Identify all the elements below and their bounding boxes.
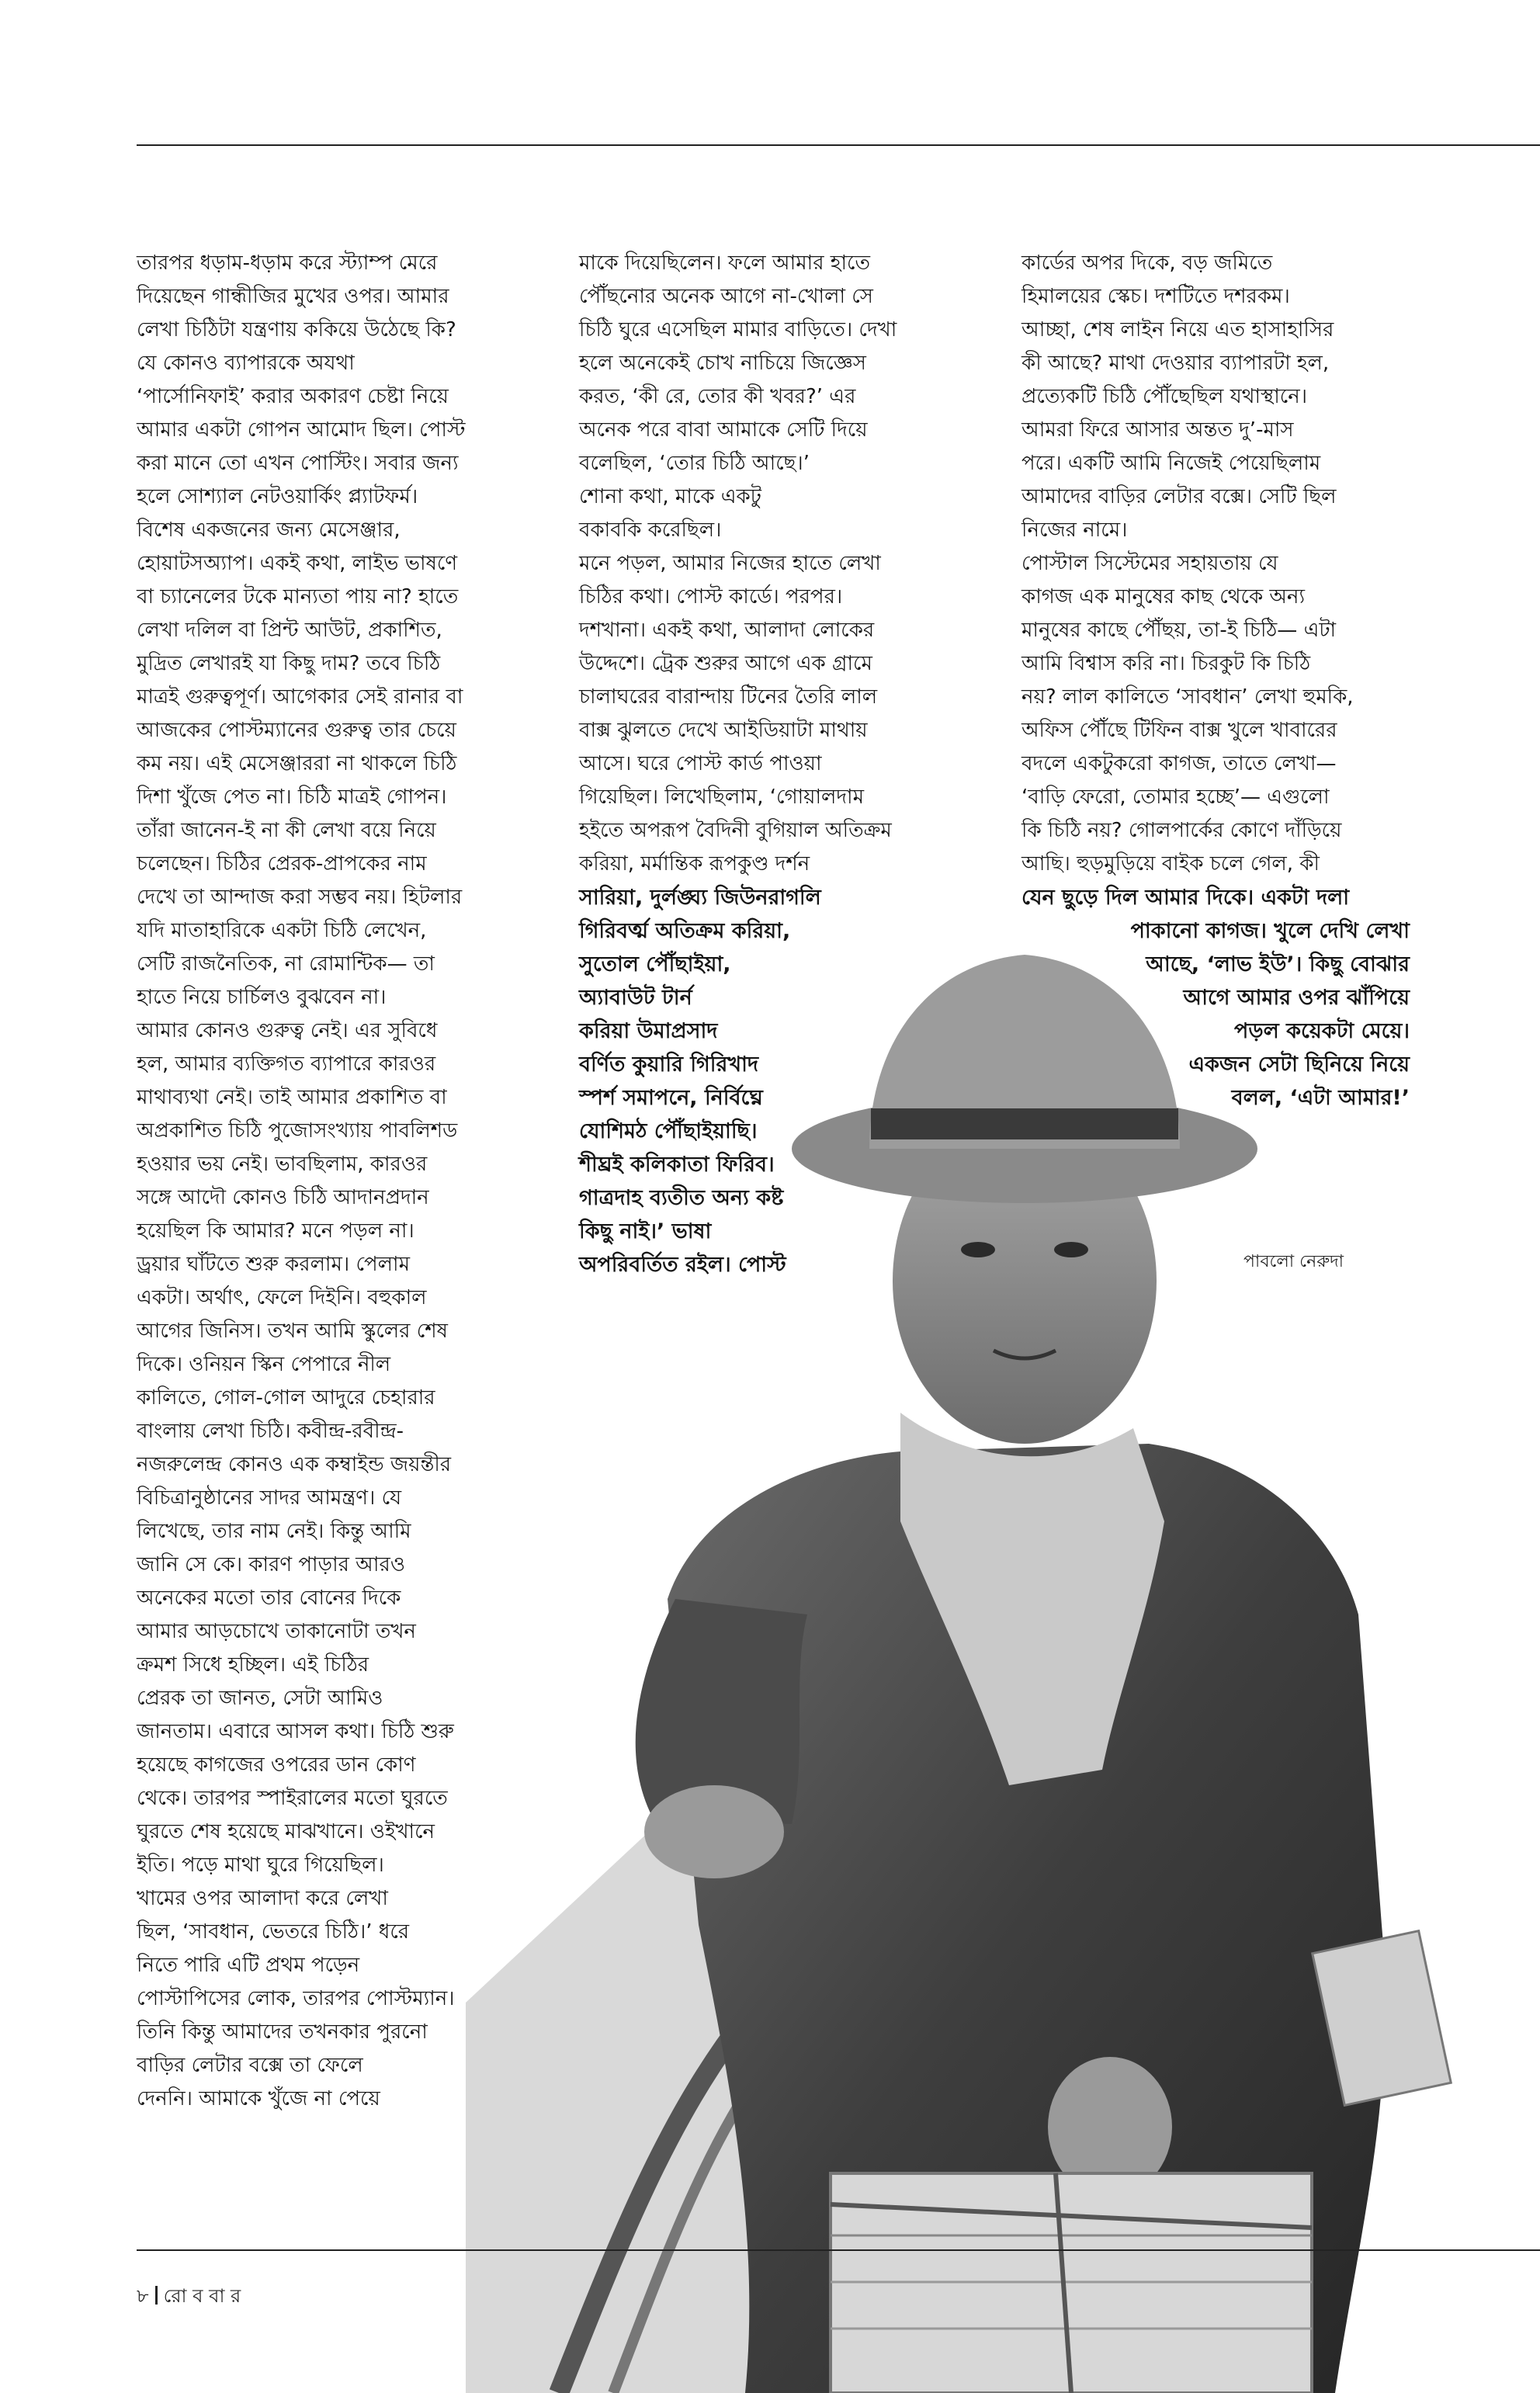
text-line: মাকে দিয়েছিলেন। ফলে আমার হাতে — [579, 251, 870, 275]
text-line: খামের ওপর আলাদা করে লেখা — [137, 1887, 388, 1910]
text-line: লেখা দলিল বা প্রিন্ট আউট, প্রকাশিত, — [137, 619, 442, 642]
text-line: একজন সেটা ছিনিয়ে নিয়ে — [1188, 1053, 1410, 1077]
text-line: মনে পড়ল, আমার নিজের হাতে লেখা — [579, 552, 881, 575]
text-line: চিঠির কথা। পোস্ট কার্ডে। পরপর। — [579, 585, 843, 609]
text-line: তিনি কিন্তু আমাদের তখনকার পুরনো — [137, 2020, 428, 2044]
text-line: হইতে অপরূপ বৈদিনী বুগিয়াল অতিক্রম — [579, 819, 892, 842]
text-line: হলে সোশ্যাল নেটওয়ার্কিং প্ল্যাটফর্ম। — [137, 485, 418, 508]
text-line: করত, ‘কী রে, তোর কী খবর?’ এর — [579, 385, 856, 408]
text-line: অ্যাবাউট টার্ন — [579, 986, 692, 1010]
folio — [137, 2282, 241, 2313]
text-line: হোয়াটসঅ্যাপ। একই কথা, লাইভ ভাষণে — [137, 552, 458, 575]
text-line: ‘পার্সোনিফাই’ করার অকারণ চেষ্টা নিয়ে — [137, 385, 449, 408]
text-line: চলেছেন। চিঠির প্রেরক-প্রাপকের নাম — [137, 852, 427, 876]
text-line: কাগজ এক মানুষের কাছ থেকে অন্য — [1021, 585, 1305, 609]
text-line: বিচিত্রানুষ্ঠানের সাদর আমন্ত্রণ। যে — [137, 1486, 402, 1510]
text-line: মুদ্রিত লেখারই যা কিছু দাম? তবে চিঠি — [137, 652, 441, 675]
text-line: বলল, ‘এটা আমার!’ — [1231, 1086, 1410, 1110]
text-line: আছি। হুড়মুড়িয়ে বাইক চলে গেল, কী — [1021, 852, 1320, 876]
text-line: নিজের নামে। — [1021, 518, 1128, 542]
text-line: আমার একটা গোপন আমোদ ছিল। পোস্ট — [137, 418, 466, 442]
text-line: আজকের পোস্টম্যানের গুরুত্ব তার চেয়ে — [137, 719, 456, 742]
text-line: বকাবকি করেছিল। — [579, 518, 722, 542]
page-number: ৮ — [137, 2285, 149, 2307]
text-line: ছিল, ‘সাবধান, ভেতরে চিঠি।’ ধরে — [137, 1920, 410, 1944]
text-line: পড়ল কয়েকটা মেয়ে। — [1234, 1019, 1410, 1043]
text-line: কার্ডের অপর দিকে, বড় জমিতে — [1021, 251, 1273, 275]
text-line: করিয়া, মর্মান্তিক রূপকুণ্ড দর্শন — [579, 852, 810, 876]
text-line: ইতি। পড়ে মাথা ঘুরে গিয়েছিল। — [137, 1854, 384, 1877]
text-line: নিতে পারি এটি প্রথম পড়েন — [137, 1954, 360, 1977]
text-line: তাঁরা জানেন-ই না কী লেখা বয়ে নিয়ে — [137, 819, 436, 842]
text-line: হিমালয়ের স্কেচ। দশটিতে দশরকম। — [1021, 285, 1290, 308]
text-line: দেখে তা আন্দাজ করা সম্ভব নয়। হিটলার — [137, 886, 463, 909]
portrait-photo — [466, 916, 1540, 2393]
text-line: আমাদের বাড়ির লেটার বক্সে। সেটি ছিল — [1021, 485, 1337, 508]
text-line: সঙ্গে আদৌ কোনও চিঠি আদানপ্রদান — [137, 1186, 429, 1209]
text-line: অনেক পরে বাবা আমাকে সেটি দিয়ে — [579, 418, 868, 442]
text-line: মানুষের কাছে পৌঁছয়, তা-ই চিঠি— এটা — [1021, 619, 1337, 642]
text-line: পরে। একটি আমি নিজেই পেয়েছিলাম — [1021, 452, 1321, 475]
text-line: মাত্রই গুরুত্বপূর্ণ। আগেকার সেই রানার বা — [137, 685, 463, 709]
text-line: পোস্টাল সিস্টেমের সহায়তায় যে — [1021, 552, 1278, 575]
text-line: অফিস পৌঁছে টিফিন বাক্স খুলে খাবারের — [1021, 719, 1337, 742]
text-line: ‘বাড়ি ফেরো, তোমার হচ্ছে’— এগুলো — [1021, 786, 1330, 809]
text-line: গিরিবর্ত্ম অতিক্রম করিয়া, — [579, 919, 791, 943]
text-line: প্রত্যেকটি চিঠি পৌঁছেছিল যথাস্থানে। — [1021, 385, 1308, 408]
text-line: লেখা চিঠিটা যন্ত্রণায় ককিয়ে উঠেছে কি? — [137, 318, 456, 342]
text-line: আমার আড়চোখে তাকানোটা তখন — [137, 1620, 416, 1643]
text-line: দিকে। ওনিয়ন স্কিন পেপারে নীল — [137, 1353, 391, 1376]
text-line: আগে আমার ওপর ঝাঁপিয়ে — [1183, 986, 1410, 1010]
text-line: হল, আমার ব্যক্তিগত ব্যাপারে কারওর — [137, 1053, 436, 1076]
hand-shape — [644, 1785, 784, 1878]
text-line: আছে, ‘লাভ ইউ’। কিছু বোঝার — [1146, 952, 1410, 976]
text-line: আমার কোনও গুরুত্ব নেই। এর সুবিধে — [137, 1019, 438, 1042]
text-line: যোশিমঠ পৌঁছাইয়াছি। — [579, 1119, 758, 1143]
text-line: জানি সে কে। কারণ পাড়ার আরও — [137, 1553, 405, 1576]
text-line: বাক্স ঝুলতে দেখে আইডিয়াটা মাথায় — [579, 719, 868, 742]
text-line: দেননি। আমাকে খুঁজে না পেয়ে — [137, 2087, 380, 2110]
text-line: দিয়েছেন গান্ধীজির মুখের ওপর। আমার — [137, 285, 449, 308]
text-line: পোস্টাপিসের লোক, তারপর পোস্টম্যান। — [137, 1987, 455, 2010]
folio-divider — [155, 2286, 158, 2305]
text-line: জানতাম। এবারে আসল কথা। চিঠি শুরু — [137, 1720, 454, 1743]
text-line: চালাঘরের বারান্দায় টিনের তৈরি লাল — [579, 685, 878, 709]
bottom-rule — [137, 2249, 1540, 2251]
text-line: শোনা কথা, মাকে একটু — [579, 485, 761, 508]
text-line: কী আছে? মাথা দেওয়ার ব্যাপারটা হল, — [1021, 352, 1330, 375]
text-line: গিয়েছিল। লিখেছিলাম, ‘গোয়ালদাম — [579, 786, 865, 809]
text-line: হওয়ার ভয় নেই। ভাবছিলাম, কারওর — [137, 1153, 428, 1176]
text-line: পাকানো কাগজ। খুলে দেখি লেখা — [1130, 919, 1410, 943]
newspaper-parcel — [831, 2173, 1312, 2393]
text-line: কি চিঠি নয়? গোলপার্কের কোণে দাঁড়িয়ে — [1021, 819, 1342, 842]
text-line: যে কোনও ব্যাপারকে অযথা — [137, 352, 355, 375]
text-line: একটা। অর্থাৎ, ফেলে দিইনি। বহুকাল — [137, 1286, 427, 1309]
text-line: যদি মাতাহারিকে একটা চিঠি লেখেন, — [137, 919, 427, 942]
text-line: মাথাব্যথা নেই। তাই আমার প্রকাশিত বা — [137, 1086, 447, 1109]
text-line: থেকে। তারপর স্পাইরালের মতো ঘুরতে — [137, 1787, 448, 1810]
text-line: আমি বিশ্বাস করি না। চিরকুট কি চিঠি — [1021, 652, 1311, 675]
text-line: পৌঁছনোর অনেক আগে না-খোলা সে — [579, 285, 873, 308]
text-line: বাংলায় লেখা চিঠি। কবীন্দ্র-রবীন্দ্র- — [137, 1420, 404, 1443]
text-line: হলে অনেকেই চোখ নাচিয়ে জিজ্ঞেস — [579, 352, 866, 375]
text-line: গাত্রদাহ ব্যতীত অন্য কষ্ট — [579, 1186, 784, 1210]
text-line: নজরুলেন্দ্র কোনও এক কম্বাইন্ড জয়ন্তীর — [137, 1453, 452, 1476]
text-line: অনেকের মতো তার বোনের দিকে — [137, 1587, 401, 1610]
text-line: আসে। ঘরে পোস্ট কার্ড পাওয়া — [579, 752, 822, 775]
text-line: আচ্ছা, শেষ লাইন নিয়ে এত হাসাহাসির — [1021, 318, 1334, 342]
top-rule — [137, 144, 1540, 146]
text-line: হয়েছে কাগজের ওপরের ডান কোণ — [137, 1753, 416, 1777]
text-line: অপ্রকাশিত চিঠি পুজোসংখ্যায় পাবলিশড — [137, 1119, 458, 1143]
magazine-name: রো ব বা র — [163, 2285, 241, 2307]
text-line: করা মানে তো এখন পোস্টিং। সবার জন্য — [137, 452, 459, 475]
hat-shape — [792, 955, 1257, 1203]
text-line: দিশা খুঁজে পেত না। চিঠি মাত্রই গোপন। — [137, 786, 447, 809]
text-line: বিশেষ একজনের জন্য মেসেঞ্জার, — [137, 518, 401, 542]
text-line: উদ্দেশে। ট্রেক শুরুর আগে এক গ্রামে — [579, 652, 872, 675]
text-line: হাতে নিয়ে চার্চিলও বুঝবেন না। — [137, 986, 387, 1009]
text-line: ক্রমশ সিধে হচ্ছিল। এই চিঠির — [137, 1653, 369, 1677]
text-line: দশখানা। একই কথা, আলাদা লোকের — [579, 619, 875, 642]
text-line: কম নয়। এই মেসেঞ্জাররা না থাকলে চিঠি — [137, 752, 457, 775]
text-line: সেটি রাজনৈতিক, না রোমান্টিক— তা — [137, 952, 435, 976]
text-line: বলেছিল, ‘তোর চিঠি আছে।’ — [579, 452, 810, 475]
text-line: অপরিবর্তিত রইল। পোস্ট — [579, 1253, 786, 1277]
text-line: আগের জিনিস। তখন আমি স্কুলের শেষ — [137, 1320, 448, 1343]
text-line: করিয়া উমাপ্রসাদ — [579, 1019, 718, 1043]
text-line: আমরা ফিরে আসার অন্তত দু’-মাস — [1021, 418, 1294, 442]
text-line: বদলে একটুকরো কাগজ, তাতে লেখা— — [1021, 752, 1337, 775]
text-line: স্পর্শ সমাপনে, নির্বিঘ্নে — [579, 1086, 763, 1110]
text-line: হয়েছিল কি আমার? মনে পড়ল না। — [137, 1219, 414, 1243]
text-line: শীঘ্রই কলিকাতা ফিরিব। — [579, 1153, 775, 1177]
text-line: প্রেরক তা জানত, সেটা আমিও — [137, 1687, 383, 1710]
text-line: বর্ণিত কুয়ারি গিরিখাদ — [579, 1053, 759, 1077]
text-line: বাড়ির লেটার বক্সে তা ফেলে — [137, 2054, 363, 2077]
text-line: বা চ্যানেলের টকে মান্যতা পায় না? হাতে — [137, 585, 459, 609]
text-line: যেন ছুড়ে দিল আমার দিকে। একটা দলা — [1021, 886, 1350, 910]
text-line: ড্রয়ার ঘাঁটতে শুরু করলাম। পেলাম — [137, 1253, 411, 1276]
text-line: সারিয়া, দুর্লঙ্ঘ্য জিউনরাগলি — [579, 886, 821, 910]
text-line: কিছু নাই।’ ভাষা — [579, 1219, 712, 1243]
text-line: কালিতে, গোল-গোল আদুরে চেহারার — [137, 1386, 435, 1410]
text-line: লিখেছে, তার নাম নেই। কিন্তু আমি — [137, 1520, 411, 1543]
text-line: ঘুরতে শেষ হয়েছে মাঝখানে। ওইখানে — [137, 1820, 435, 1843]
photo-caption: পাবলো নেরুদা — [1243, 1252, 1344, 1271]
text-line: সুতোল পৌঁছাইয়া, — [579, 952, 731, 976]
text-line: নয়? লাল কালিতে ‘সাবধান’ লেখা হুমকি, — [1021, 685, 1354, 709]
text-line: চিঠি ঘুরে এসেছিল মামার বাড়িতে। দেখা — [579, 318, 897, 342]
text-line: তারপর ধড়াম-ধড়াম করে স্ট্যাম্প মেরে — [137, 251, 438, 275]
